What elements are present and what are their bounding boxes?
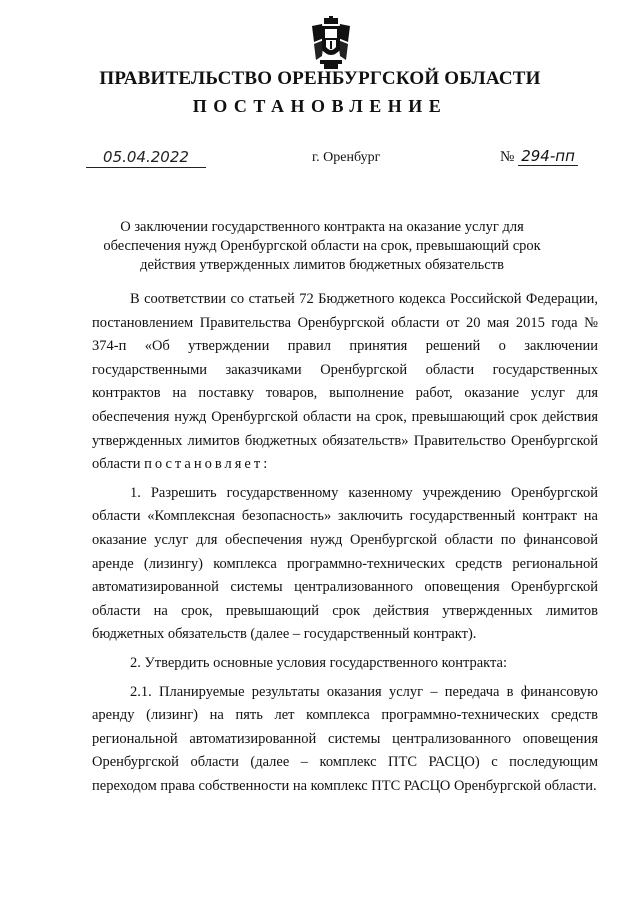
preamble-text: В соответствии со статьей 72 Бюджетного кодекса Российской Федерации, постановлением Правительства Оренбургской области от 20 мая 2015 года № 374-п «Об утверждении правил принятия решений о заключении государственными заказчиками Оренбургской области государственных контрактов на поставку товаров, выполнение работ, оказание услуг для обеспечения нужд Оренбургской области на срок, превышающий срок действия утвержденных лимитов бюджетных обязательств» Правительство Оренбургской области xyxy=(92,291,598,473)
document-subject: О заключении государственного контракта на оказание услуг для обеспечения нужд Оренбургской области на срок, превышающий срок действия утвержденных лимитов бюджетных обязательств xyxy=(103,219,541,273)
organization-title: ПРАВИТЕЛЬСТВО ОРЕНБУРГСКОЙ ОБЛАСТИ xyxy=(99,68,541,89)
paragraph-preamble xyxy=(92,288,598,477)
number-sign: № xyxy=(500,149,515,165)
document-type-title: ПОСТАНОВЛЕНИЕ xyxy=(192,96,448,116)
document-number-block xyxy=(500,147,578,166)
document-body xyxy=(92,288,598,803)
coat-of-arms-icon xyxy=(310,16,352,70)
paragraph-item-2: 2. Утвердить основные условия государственного контракта: xyxy=(130,654,507,671)
preamble-end: : xyxy=(263,456,268,473)
paragraph-item-1: 1. Разрешить государственному казенному учреждению Оренбургской области «Комплексная безопасность» заключить государственный контракт на оказание услуг для обеспечения нужд Оренбургской области по финансовой аренде (лизингу) комплекса программно-технических средств региональной автоматизированной системы централизованного оповещения Оренбургской области на срок, превышающий срок действия утвержденных лимитов бюджетных обязательств (далее – государственный контракт). xyxy=(92,484,598,643)
document-number: 294-пп xyxy=(518,147,578,166)
paragraph-item-2-1: 2.1. Планируемые результаты оказания услуг – передача в финансовую аренду (лизинг) на пять лет комплекса программно-технических средств региональной автоматизированной системы централизованного оповещения Оренбургской области (далее – комплекс ПТС РАСЦО) с последующим переходом права собственности на комплекс ПТС РАСЦО Оренбургской области. xyxy=(92,683,598,794)
document-date: 05.04.2022 xyxy=(86,148,206,168)
document-city: г. Оренбург xyxy=(312,150,381,165)
decree-word: постановляет xyxy=(144,456,264,473)
